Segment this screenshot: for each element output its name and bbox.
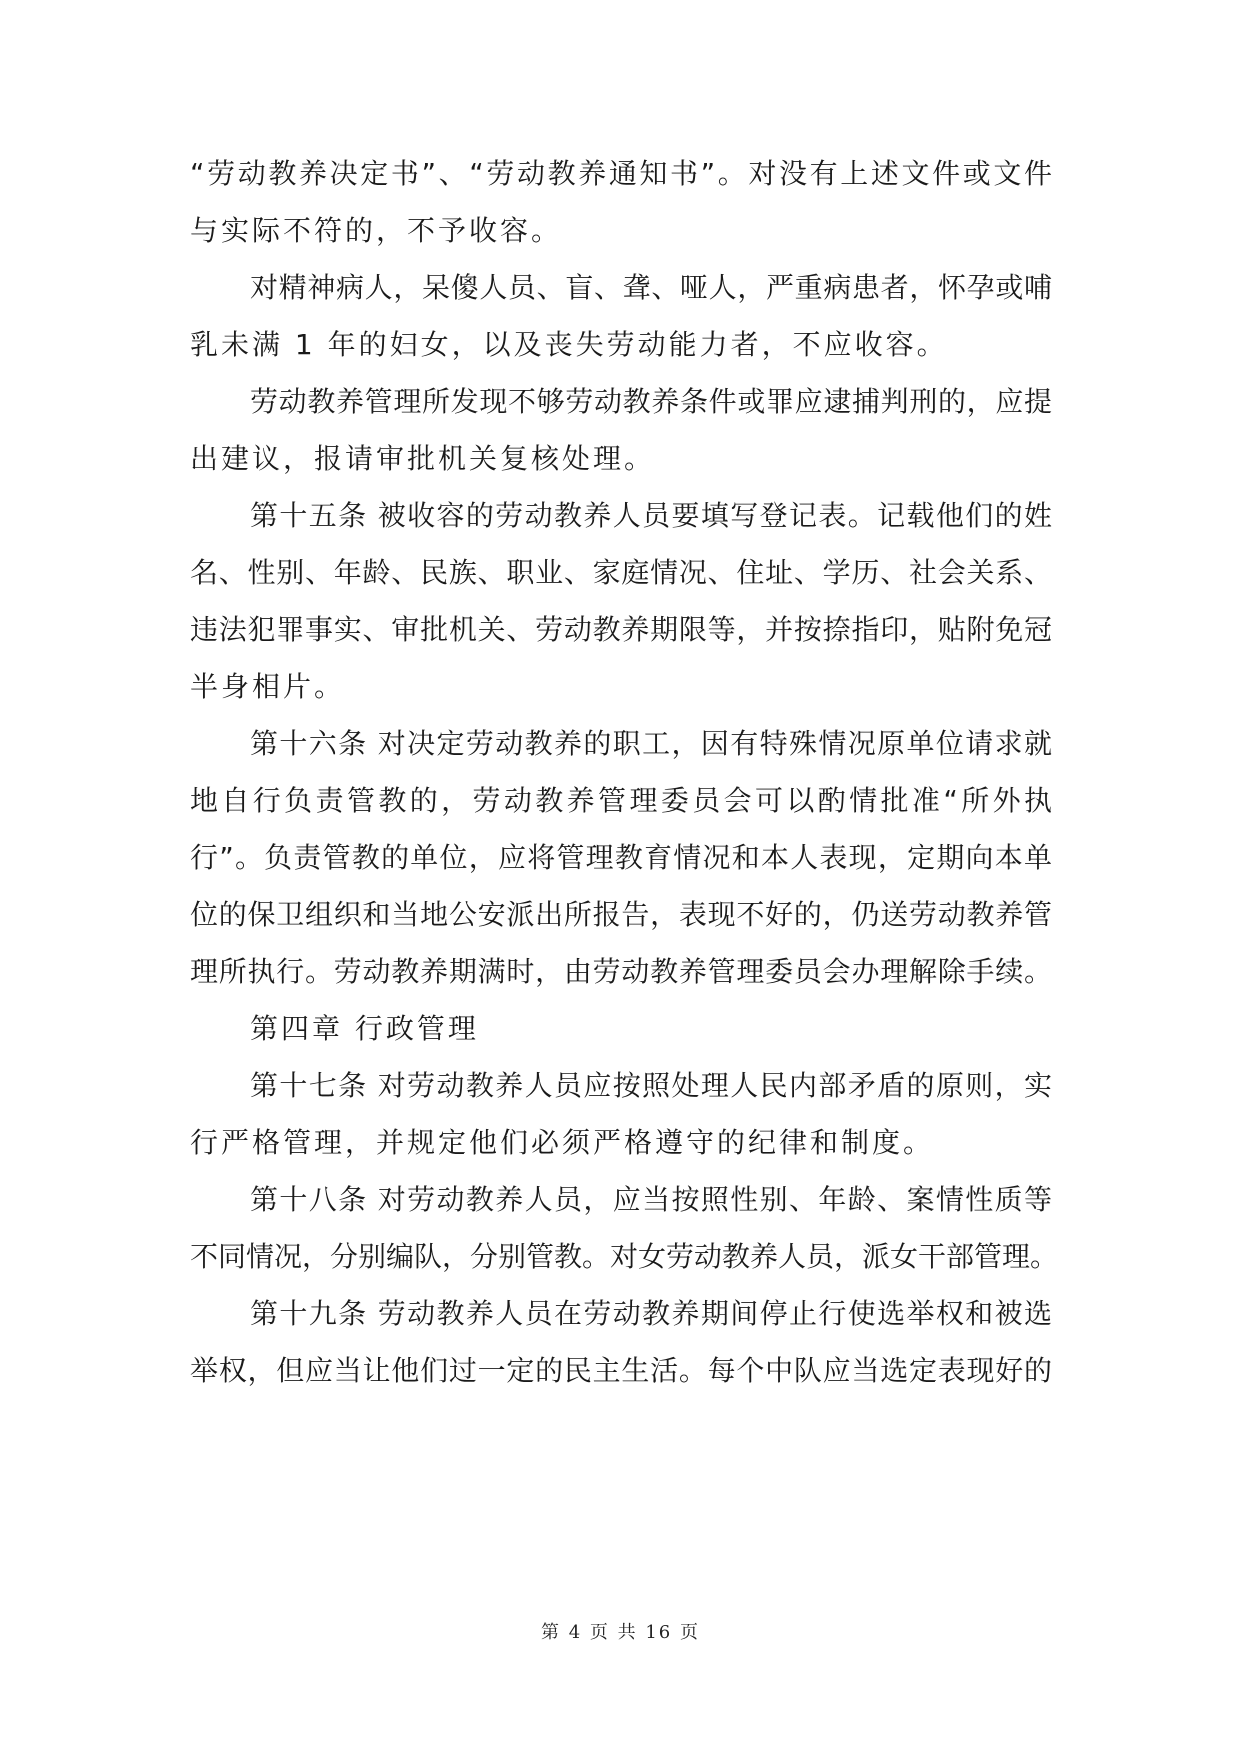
text-line: 位的保卫组织和当地公安派出所报告，表现不好的，仍送劳动教养管 (190, 898, 1052, 931)
text-line: 第十八条 对劳动教养人员，应当按照性别、年龄、案情性质等 (250, 1183, 1052, 1216)
text-line: 行”。负责管教的单位，应将管理教育情况和本人表现，定期向本单 (190, 841, 1052, 874)
text-line: 半身相片。 (190, 670, 346, 703)
text-line: 乳未满 1 年的妇女，以及丧失劳动能力者，不应收容。 (190, 328, 948, 361)
text-line: 第十七条 对劳动教养人员应按照处理人民内部矛盾的原则，实 (250, 1069, 1052, 1102)
text-line: 地自行负责管教的，劳动教养管理委员会可以酌情批准“所外执 (190, 784, 1052, 817)
text-line: 劳动教养管理所发现不够劳动教养条件或罪应逮捕判刑的，应提 (250, 385, 1052, 418)
text-line: 行严格管理，并规定他们必须严格遵守的纪律和制度。 (190, 1126, 935, 1159)
text-line: 违法犯罪事实、审批机关、劳动教养期限等，并按捺指印，贴附免冠 (190, 613, 1052, 646)
text-line: 第十六条 对决定劳动教养的职工，因有特殊情况原单位请求就 (250, 727, 1052, 760)
text-line: 与实际不符的，不予收容。 (190, 214, 563, 247)
text-line: 出建议，报请审批机关复核处理。 (190, 442, 656, 475)
text-line: 第十五条 被收容的劳动教养人员要填写登记表。记载他们的姓 (250, 499, 1052, 532)
text-line: 举权，但应当让他们过一定的民主生活。每个中队应当选定表现好的 (190, 1354, 1052, 1387)
text-line: 对精神病人，呆傻人员、盲、聋、哑人，严重病患者，怀孕或哺 (250, 271, 1052, 304)
text-line: 第十九条 劳动教养人员在劳动教养期间停止行使选举权和被选 (250, 1297, 1052, 1330)
chapter-heading: 第四章 行政管理 (250, 1012, 479, 1045)
text-line: 名、性别、年龄、民族、职业、家庭情况、住址、学历、社会关系、 (190, 556, 1052, 589)
text-line: 不同情况，分别编队，分别管教。对女劳动教养人员，派女干部管理。 (190, 1240, 1059, 1273)
text-line: “劳动教养决定书”、“劳动教养通知书”。对没有上述文件或文件 (190, 157, 1052, 190)
text-line: 理所执行。劳动教养期满时，由劳动教养管理委员会办理解除手续。 (190, 955, 1052, 988)
page-number-footer: 第 4 页 共 16 页 (541, 1622, 700, 1643)
